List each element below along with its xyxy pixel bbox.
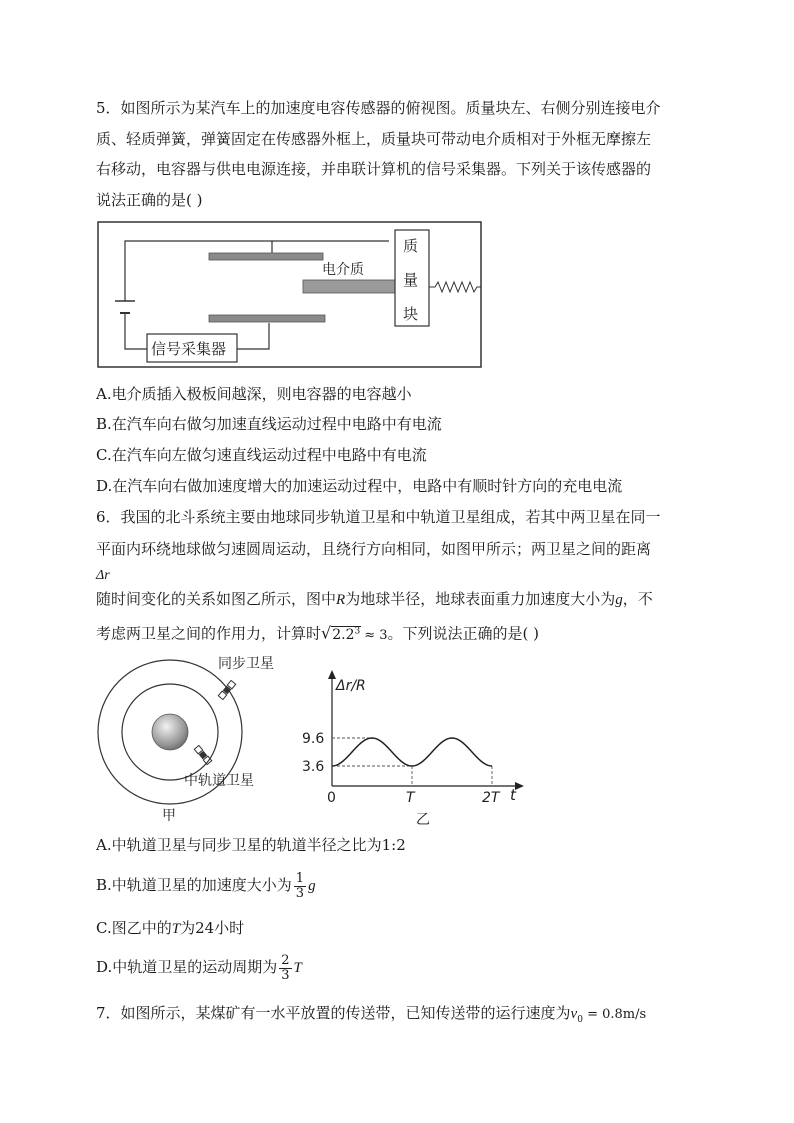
q6-option-a: A.中轨道卫星与同步卫星的轨道半径之比为1:2	[96, 836, 406, 854]
mass-label-2: 量	[403, 271, 419, 289]
q7-line-1: 7．如图所示，某煤矿有一水平放置的传送带，已知传送带的运行速度为$v_0 = 0.8m/s$	[96, 1004, 647, 1025]
capacitor-sensor-figure	[97, 221, 483, 369]
q6-option-c: C.图乙中的T为24小时	[96, 919, 245, 937]
mass-label-1: 质	[403, 237, 419, 255]
q6-line-1: 6．我国的北斗系统主要由地球同步轨道卫星和中轨道卫星组成，若其中两卫星在同一	[96, 508, 661, 526]
mass-label-3: 块	[403, 305, 419, 323]
top-plate	[209, 253, 323, 260]
mid-satellite-icon	[194, 745, 211, 764]
q5-line-2: 质、轻质弹簧，弹簧固定在传感器外框上，质量块可带动电介质相对于外框无摩擦左	[96, 130, 652, 148]
q6-line-3: 随时间变化的关系如图乙所示，图中R为地球半径，地球表面重力加速度大小为g，不	[96, 590, 653, 608]
q5-option-c: C.在汽车向左做匀速直线运动过程中电路中有电流	[96, 446, 427, 464]
dielectric-label: 电介质	[322, 262, 364, 278]
q5-option-a: A.电介质插入极板间越深，则电容器的电容越小	[96, 385, 412, 403]
q5-line-1: 5．如图所示为某汽车上的加速度电容传感器的俯视图。质量块左、右侧分别连接电介	[96, 99, 661, 117]
q6-option-b: B.中轨道卫星的加速度大小为 $\frac{1}{3}$ g	[96, 870, 316, 901]
sqrt-expression: $√2.2^3$	[321, 623, 361, 643]
origin-label: 0	[327, 790, 336, 806]
x-tick-T: T	[406, 790, 415, 806]
y-tick-9.6: 9.6	[302, 731, 325, 747]
y-tick-3.6: 3.6	[302, 759, 325, 775]
y-axis-arrow	[328, 670, 336, 679]
q5-line-4: 说法正确的是( )	[96, 191, 203, 209]
y-axis-label: Δr/R	[336, 678, 366, 694]
earth-icon	[152, 714, 188, 750]
sync-satellite-label: 同步卫星	[218, 656, 274, 672]
dielectric-slab	[303, 280, 395, 293]
q6-option-d: D.中轨道卫星的运动周期为 $\frac{2}{3}$ T	[96, 952, 302, 983]
x-axis-label: t	[510, 786, 516, 804]
x-tick-2T: 2T	[482, 790, 500, 806]
q6-delta-r: Δr	[96, 568, 110, 583]
q6-line-2: 平面内环绕地球做匀速圆周运动，且绕行方向相同，如图甲所示；两卫星之间的距离	[96, 540, 652, 558]
orbit-figure	[96, 652, 286, 828]
distance-curve	[332, 738, 492, 766]
signal-collector-label: 信号采集器	[151, 340, 227, 358]
distance-time-chart	[296, 664, 536, 830]
q6-line-4: 考虑两卫星之间的作用力，计算时$√2.2^3 \approx 3$。下列说法正确的是( )	[96, 621, 539, 646]
mid-satellite-label: 中轨道卫星	[184, 773, 254, 789]
q5-line-3: 右移动，电容器与供电电源连接，并串联计算机的信号采集器。下列关于该传感器的	[96, 160, 652, 178]
figure-jia-caption: 甲	[162, 808, 176, 824]
figure-yi-caption: 乙	[416, 812, 430, 828]
x-axis-arrow	[515, 782, 524, 790]
bottom-plate	[209, 315, 325, 322]
q5-option-d: D.在汽车向右做加速度增大的加速运动过程中，电路中有顺时针方向的充电电流	[96, 477, 623, 495]
q5-option-b: B.在汽车向右做匀加速直线运动过程中电路中有电流	[96, 415, 442, 433]
